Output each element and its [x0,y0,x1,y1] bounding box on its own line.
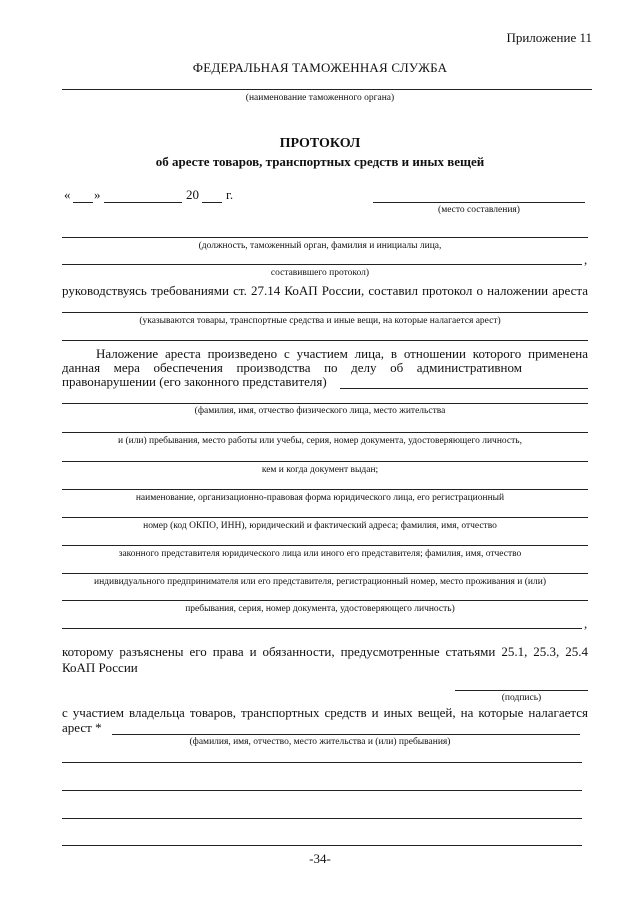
details-caption-7: индивидуального предпринимателя или его представителя, регистрационный номер, место проживания и (или) [94,577,546,587]
details-line-4[interactable] [62,489,588,490]
details-line-2[interactable] [62,432,588,433]
blank-line-3[interactable] [62,818,582,819]
signature-line[interactable] [455,690,588,691]
blank-line-2[interactable] [62,790,582,791]
owner-text-1: с участием владельца товаров, транспортных средств и иных вещей, на которые налагается [62,705,588,720]
rights-text-1: которому разъяснены его права и обязанности, предусмотренные статьями 25.1, 25.3, 25.4 [62,644,588,659]
official-line-1[interactable] [62,237,588,238]
owner-text-2: арест * [62,720,102,735]
official-caption-2: составившего протокол) [270,268,370,278]
details-caption-1: (фамилия, имя, отчество физического лица, место жительства [194,406,446,416]
details-line-8[interactable] [62,600,588,601]
appendix-label: Приложение 11 [506,30,592,45]
details-caption-6: законного представителя юридического лица или иного его представителя; фамилия, имя, отчество [118,549,522,559]
date-close-quote: » [94,187,101,202]
details-line-6[interactable] [62,545,588,546]
date-open-quote: « [64,187,71,202]
details-line-1[interactable] [62,403,588,404]
details-line-3[interactable] [62,461,588,462]
place-field[interactable] [373,202,585,203]
goods-caption: (указываются товары, транспортные средства и иные вещи, на которые налагается арест) [139,316,501,326]
legal-basis-text: руководствуясь требованиями ст. 27.14 КоАП России, составил протокол о наложении ареста [62,283,588,298]
details-caption-8: пребывания, серия, номер документа, удостоверяющего личность) [185,604,455,614]
goods-line-2[interactable] [62,340,588,341]
participation-text-1: Наложение ареста произведено с участием лица, в отношении которого применена [96,346,588,361]
details-comma: , [584,616,588,631]
official-caption-1: (должность, таможенный орган, фамилия и инициалы лица, [198,241,442,251]
date-year-suffix: г. [226,187,234,202]
document-title: ПРОТОКОЛ [279,136,361,151]
signature-caption: (подпись) [501,693,542,703]
agency-caption: (наименование таможенного органа) [245,93,395,103]
owner-caption: (фамилия, имя, отчество, место жительства и (или) пребывания) [189,737,451,747]
details-caption-5: номер (код ОКПО, ИНН), юридический и фактический адреса; фамилия, имя, отчество [143,521,497,531]
participation-text-2: данная мера обеспечения производства по делу об административном [62,360,522,375]
agency-name: ФЕДЕРАЛЬНАЯ ТАМОЖЕННАЯ СЛУЖБА [192,60,448,75]
details-caption-4: наименование, организационно-правовая форма юридического лица, его регистрационный [135,493,505,503]
details-caption-3: кем и когда документ выдан; [261,465,379,475]
page-number: -34- [309,851,331,866]
place-caption: (место составления) [438,205,520,215]
goods-line[interactable] [62,312,588,313]
representative-field[interactable] [340,388,588,389]
details-line-7[interactable] [62,573,588,574]
date-year-field[interactable] [202,202,222,203]
document-subtitle: об аресте товаров, транспортных средств и иных вещей [155,154,485,169]
date-day-field[interactable] [73,202,93,203]
blank-line-4[interactable] [62,845,582,846]
details-caption-2: и (или) пребывания, место работы или учебы, серия, номер документа, удостоверяющего личность, [117,436,522,446]
participation-text-3: правонарушении (его законного представителя) [62,374,327,389]
owner-field[interactable] [112,734,580,735]
date-year-prefix: 20 [186,187,199,202]
rights-text-2: КоАП России [62,660,138,675]
official-comma: , [584,252,588,267]
official-line-2[interactable] [62,264,582,265]
details-line-5[interactable] [62,517,588,518]
details-line-9[interactable] [62,628,582,629]
date-month-field[interactable] [104,202,182,203]
agency-underline [62,89,592,90]
blank-line-1[interactable] [62,762,582,763]
